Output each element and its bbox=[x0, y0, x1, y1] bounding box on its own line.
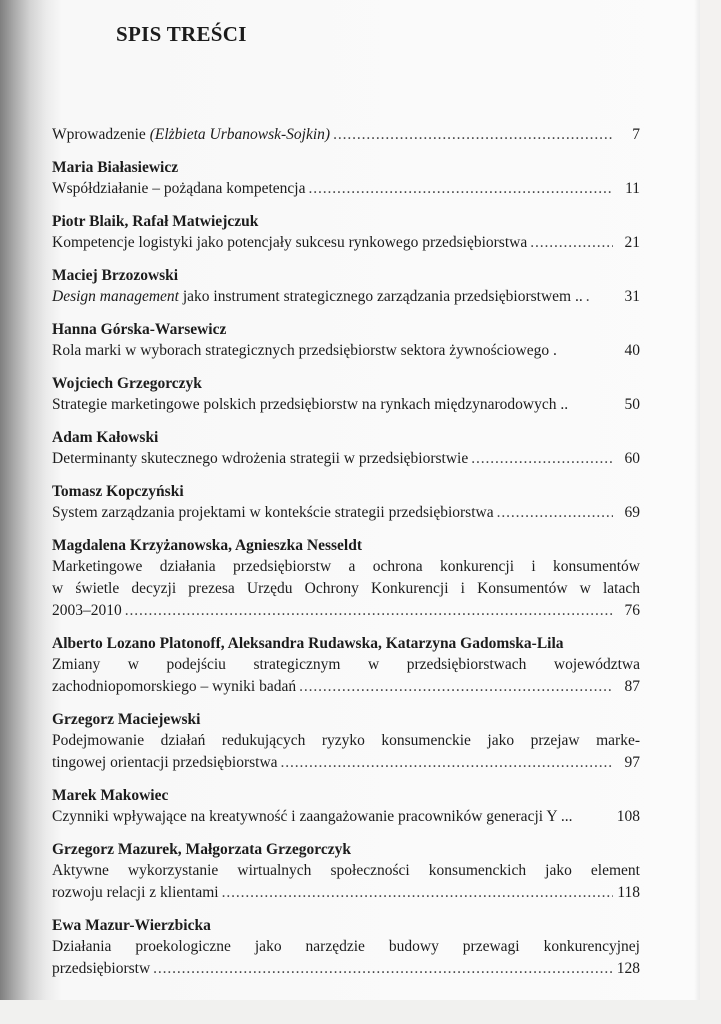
entry-author: Hanna Górska-Warsewicz bbox=[52, 321, 227, 338]
page-number: 128 bbox=[616, 960, 640, 977]
entry-author: Alberto Lozano Platonoff, Aleksandra Rudawska, Katarzyna Gadomska-Lila bbox=[52, 635, 564, 652]
intro-editor: (Elżbieta Urbanowsk-Sojkin) bbox=[149, 126, 331, 143]
toc-line bbox=[52, 394, 640, 416]
toc-entry bbox=[52, 710, 640, 774]
leader-dots bbox=[497, 502, 613, 524]
leader-dots bbox=[530, 232, 613, 254]
entry-title-line: w świetle decyzji prezesa Urzędu Ochrony Konkurencji i Konsumentów w latach bbox=[52, 580, 640, 597]
toc-entry bbox=[52, 840, 640, 904]
entry-author: Piotr Blaik, Rafał Matwiejczuk bbox=[52, 213, 259, 230]
toc-entry bbox=[52, 786, 640, 828]
entry-title bbox=[52, 124, 330, 146]
leader-dots bbox=[586, 286, 590, 308]
toc-line bbox=[52, 600, 640, 622]
toc-entry bbox=[52, 634, 640, 698]
entry-title: rozwoju relacji z klientami bbox=[52, 884, 219, 901]
page-number: 31 bbox=[624, 288, 640, 305]
entry-author: Tomasz Kopczyński bbox=[52, 483, 184, 500]
toc-line bbox=[52, 124, 640, 146]
toc-entry bbox=[52, 212, 640, 254]
toc-entry bbox=[52, 320, 640, 362]
entry-author: Adam Kałowski bbox=[52, 429, 159, 446]
entry-author: Ewa Mazur-Wierzbicka bbox=[52, 917, 211, 934]
page-number: 69 bbox=[624, 504, 640, 521]
entry-title: Współdziałanie – pożądana kompetencja bbox=[52, 180, 306, 197]
entry-title: tingowej orientacji przedsiębiorstwa bbox=[52, 754, 278, 771]
entry-author: Maria Białasiewicz bbox=[52, 159, 179, 176]
page-number: 21 bbox=[624, 234, 640, 251]
page-number: 7 bbox=[632, 126, 640, 143]
intro-label: Wprowadzenie bbox=[52, 126, 146, 143]
toc-entry bbox=[52, 374, 640, 416]
toc-line bbox=[52, 502, 640, 524]
entry-title-rest: jako instrument strategicznego zarządzania przedsiębiorstwem .. bbox=[179, 288, 583, 305]
entry-author: Grzegorz Maciejewski bbox=[52, 711, 201, 728]
entry-title-line: Zmiany w podejściu strategicznym w przedsiębiorstwach województwa bbox=[52, 656, 640, 673]
page-number: 40 bbox=[624, 342, 640, 359]
page-number: 76 bbox=[624, 602, 640, 619]
leader-dots bbox=[333, 124, 613, 146]
leader-dots bbox=[125, 600, 613, 622]
page-number: 87 bbox=[624, 678, 640, 695]
toc-entry bbox=[52, 158, 640, 200]
toc-entry bbox=[52, 916, 640, 980]
page-number: 60 bbox=[624, 450, 640, 467]
page-number: 97 bbox=[624, 754, 640, 771]
toc-line bbox=[52, 340, 640, 362]
entry-title-line: Marketingowe działania przedsiębiorstw a ochrona konkurencji i konsumentów bbox=[52, 558, 640, 575]
toc-line bbox=[52, 676, 640, 698]
leader-dots bbox=[299, 676, 613, 698]
toc-entry bbox=[52, 266, 640, 308]
page-number: 50 bbox=[624, 396, 640, 413]
toc-entry bbox=[52, 124, 640, 146]
entry-title-line: Podejmowanie działań redukujących ryzyko konsumenckie jako przejaw marke- bbox=[52, 732, 640, 749]
toc-line bbox=[52, 232, 640, 254]
entry-author: Marek Makowiec bbox=[52, 787, 169, 804]
entry-title-line: Aktywne wykorzystanie wirtualnych społeczności konsumenckich jako element bbox=[52, 862, 640, 879]
entry-title-italic: Design management bbox=[52, 288, 179, 305]
entry-title: 2003–2010 bbox=[52, 602, 122, 619]
entry-author: Maciej Brzozowski bbox=[52, 267, 179, 284]
toc-line bbox=[52, 178, 640, 200]
leader-dots bbox=[281, 752, 613, 774]
toc-line bbox=[52, 286, 640, 308]
toc-line bbox=[52, 882, 640, 904]
entry-title: Kompetencje logistyki jako potencjały sukcesu rynkowego przedsiębiorstwa bbox=[52, 234, 528, 251]
page-number: 108 bbox=[616, 808, 640, 825]
entry-title bbox=[52, 286, 583, 308]
entry-title: Determinanty skutecznego wdrożenia strategii w przedsiębiorstwie bbox=[52, 450, 469, 467]
page-number: 11 bbox=[625, 180, 640, 197]
entry-title: Czynniki wpływające na kreatywność i zaangażowanie pracowników generacji Y ... bbox=[52, 808, 573, 825]
toc-line bbox=[52, 448, 640, 470]
toc-entry bbox=[52, 428, 640, 470]
entry-title-line: Działania proekologiczne jako narzędzie budowy przewagi konkurencyjnej bbox=[52, 938, 640, 955]
entry-title: zachodniopomorskiego – wyniki badań bbox=[52, 678, 297, 695]
leader-dots bbox=[309, 178, 614, 200]
entry-title: Strategie marketingowe polskich przedsiębiorstw na rynkach międzynarodowych .. bbox=[52, 396, 569, 413]
toc-line bbox=[52, 958, 640, 980]
entry-author: Wojciech Grzegorczyk bbox=[52, 375, 202, 392]
toc-line bbox=[52, 806, 640, 828]
page-number: 118 bbox=[617, 884, 640, 901]
entry-title: przedsiębiorstw bbox=[52, 960, 151, 977]
page-title: SPIS TREŚCI bbox=[116, 22, 247, 46]
entry-author: Grzegorz Mazurek, Małgorzata Grzegorczyk bbox=[52, 841, 351, 858]
leader-dots bbox=[222, 882, 613, 904]
entry-title: System zarządzania projektami w kontekście strategii przedsiębiorstwa bbox=[52, 504, 494, 521]
toc-entry bbox=[52, 482, 640, 524]
leader-dots bbox=[153, 958, 613, 980]
leader-dots bbox=[471, 448, 613, 470]
page-margin-shadow bbox=[0, 1000, 721, 1024]
entry-title: Rola marki w wyborach strategicznych przedsiębiorstw sektora żywnościowego . bbox=[52, 342, 557, 359]
toc-line bbox=[52, 752, 640, 774]
table-of-contents bbox=[52, 124, 640, 992]
entry-author: Magdalena Krzyżanowska, Agnieszka Nesseldt bbox=[52, 537, 362, 554]
toc-entry bbox=[52, 536, 640, 622]
